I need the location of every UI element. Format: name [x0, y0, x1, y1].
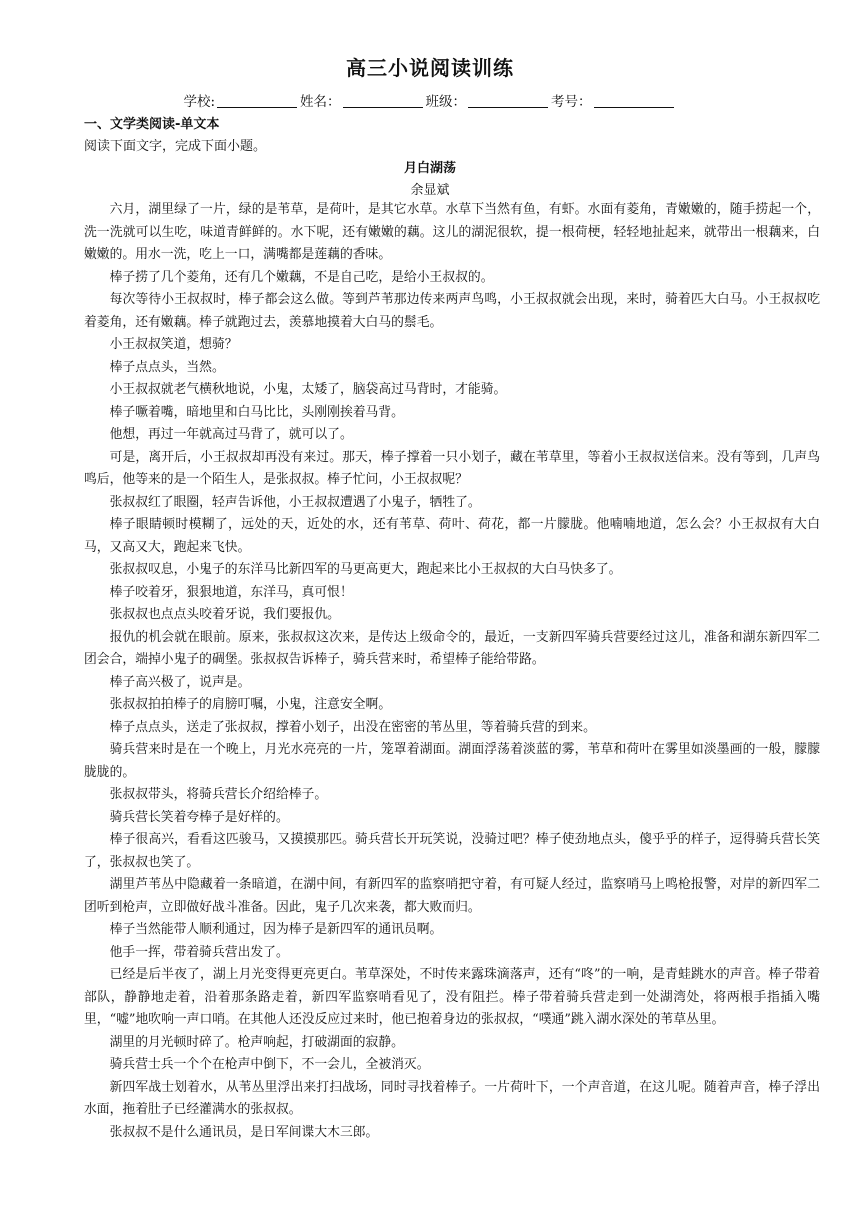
paragraph: 张叔叔红了眼圈，轻声告诉他，小王叔叔遭遇了小鬼子，牺牲了。 — [109, 494, 481, 510]
section-heading: 一、文学类阅读-单文本 — [84, 117, 220, 132]
paragraph: 棒子眼睛顿时模糊了，远处的天，近处的水，还有苇草、荷叶、荷花，都一片朦胧。他喃喃地道，怎么会？小王叔叔有大白马，又高又大，跑起来飞快。 — [84, 517, 820, 555]
exam-no-blank[interactable] — [594, 93, 674, 108]
paragraph: 张叔叔也点点头咬着牙说，我们要报仇。 — [109, 607, 340, 622]
paragraph: 六月，湖里绿了一片，绿的是苇草，是荷叶，是其它水草。水草下当然有鱼，有虾。水面有菱角，青嫩嫩的，随手捞起一个，洗一洗就可以生吃，味道青鲜鲜的。水下呢，还有嫩嫩的藕。这儿的湖泥很软，提一根荷梗，轻轻地扯起来，就带出一根藕来，白嫩嫩的。用水一洗，吃上一口，满嘴都是莲藕的香味。 — [84, 202, 820, 262]
school-label: 学校: — [183, 94, 216, 110]
class-blank[interactable] — [468, 93, 548, 108]
paragraph: 报仇的机会就在眼前。原来，张叔叔这次来，是传达上级命令的，最近，一支新四军骑兵营要经过这儿，准备和湖东新四军二团会合，端掉小鬼子的碉堡。张叔叔告诉棒子，骑兵营来时，希望棒子能给带路。 — [84, 629, 820, 667]
paragraph: 棒子点点头，送走了张叔叔，撑着小划子，出没在密密的苇丛里，等着骑兵营的到来。 — [109, 719, 596, 735]
exam-no-label: 考号： — [551, 94, 592, 110]
paragraph: 小王叔叔就老气横秋地说，小鬼，太矮了，脑袋高过马背时，才能骑。 — [109, 382, 507, 397]
paragraph: 他手一挥，带着骑兵营出发了。 — [109, 944, 289, 960]
paragraph: 棒子点点头，当然。 — [109, 359, 225, 375]
paragraph: 棒子捞了几个菱角，还有几个嫩藕，不是自己吃，是给小王叔叔的。 — [109, 269, 494, 285]
paragraph: 棒子很高兴，看看这匹骏马，又摸摸那匹。骑兵营长开玩笑说，没骑过吧？棒子使劲地点头，傻乎乎的样子，逗得骑兵营长笑了，张叔叔也笑了。 — [84, 832, 820, 870]
paragraph: 张叔叔叹息，小鬼子的东洋马比新四军的马更高更大，跑起来比小王叔叔的大白马快多了。 — [109, 562, 622, 577]
paragraph: 已经是后半夜了，湖上月光变得更亮更白。苇草深处，不时传来露珠滴落声，还有“咚”的一响，是青蛙跳水的声音。棒子带着部队，静静地走着，沿着那条路走着，新四军监察哨看见了，没有阻拦。棒子带着骑兵营走到一处湖湾处，将两根手指插入嘴里，“嘘”地吹响一声口哨。在其他人还没反应过来时，他已抱着身边的张叔叔，“噗通”跳入湖水深处的苇草丛里。 — [84, 967, 820, 1027]
class-label: 班级： — [425, 94, 467, 110]
paragraph: 棒子咬着牙，狠狠地道，东洋马，真可恨！ — [109, 584, 353, 600]
paragraph: 湖里芦苇丛中隐藏着一条暗道，在湖中间，有新四军的监察哨把守着，有可疑人经过，监察哨马上鸣枪报警，对岸的新四军二团听到枪声，立即做好战斗准备。因此，鬼子几次来袭，都大败而归。 — [84, 877, 820, 915]
paragraph: 每次等待小王叔叔时，棒子都会这么做。等到芦苇那边传来两声鸟鸣，小王叔叔就会出现，来时，骑着匹大白马。小王叔叔吃着菱角，还有嫩藕。棒子就跑过去，羡慕地摸着大白马的鬃毛。 — [84, 292, 820, 330]
story-title: 月白湖荡 — [403, 161, 456, 176]
story-author: 余显斌 — [410, 183, 450, 198]
paragraph: 骑兵营士兵一个个在枪声中倒下，不一会儿，全被消灭。 — [109, 1057, 430, 1072]
paragraph: 他想，再过一年就高过马背了，就可以了。 — [109, 427, 353, 442]
paragraph: 棒子当然能带人顺利通过，因为棒子是新四军的通讯员啊。 — [109, 922, 443, 937]
paragraph: 张叔叔带头，将骑兵营长介绍给棒子。 — [109, 787, 328, 802]
paragraph: 棒子噘着嘴，暗地里和白马比比，头刚刚挨着马背。 — [109, 404, 404, 420]
instruction-text: 阅读下面文字，完成下面小题。 — [84, 139, 267, 154]
paragraph: 骑兵营来时是在一个晚上，月光水亮亮的一片，笼罩着湖面。湖面浮荡着淡蓝的雾，苇草和荷叶在雾里如淡墨画的一般，朦朦胧胧的。 — [84, 742, 820, 780]
paragraph: 棒子高兴极了，说声是。 — [109, 674, 251, 690]
student-info-line — [0, 90, 860, 110]
paragraph: 小王叔叔笑道，想骑？ — [109, 337, 238, 352]
name-label: 姓名： — [300, 94, 341, 110]
school-blank[interactable] — [217, 93, 297, 108]
paragraph: 可是，离开后，小王叔叔却再没有来过。那天，棒子撑着一只小划子，藏在苇草里，等着小王叔叔送信来。没有等到，几声鸟鸣后，他等来的是一个陌生人，是张叔叔。棒子忙问，小王叔叔呢？ — [84, 449, 820, 487]
paragraph: 张叔叔不是什么通讯员，是日军间谍大木三郎。 — [109, 1124, 379, 1140]
paragraph: 湖里的月光顿时碎了。枪声响起，打破湖面的寂静。 — [109, 1034, 404, 1050]
paragraph: 新四军战士划着水，从苇丛里浮出来打扫战场，同时寻找着棒子。一片荷叶下，一个声音道，在这儿呢。随着声音，棒子浮出水面，拖着肚子已经灌满水的张叔叔。 — [84, 1079, 820, 1117]
story-body — [84, 199, 820, 1144]
paragraph: 骑兵营长笑着夸棒子是好样的。 — [109, 809, 289, 825]
paragraph: 张叔叔拍拍棒子的肩膀叮嘱，小鬼，注意安全啊。 — [109, 697, 392, 712]
name-blank[interactable] — [343, 93, 423, 108]
document-title: 高三小说阅读训练 — [346, 56, 514, 80]
